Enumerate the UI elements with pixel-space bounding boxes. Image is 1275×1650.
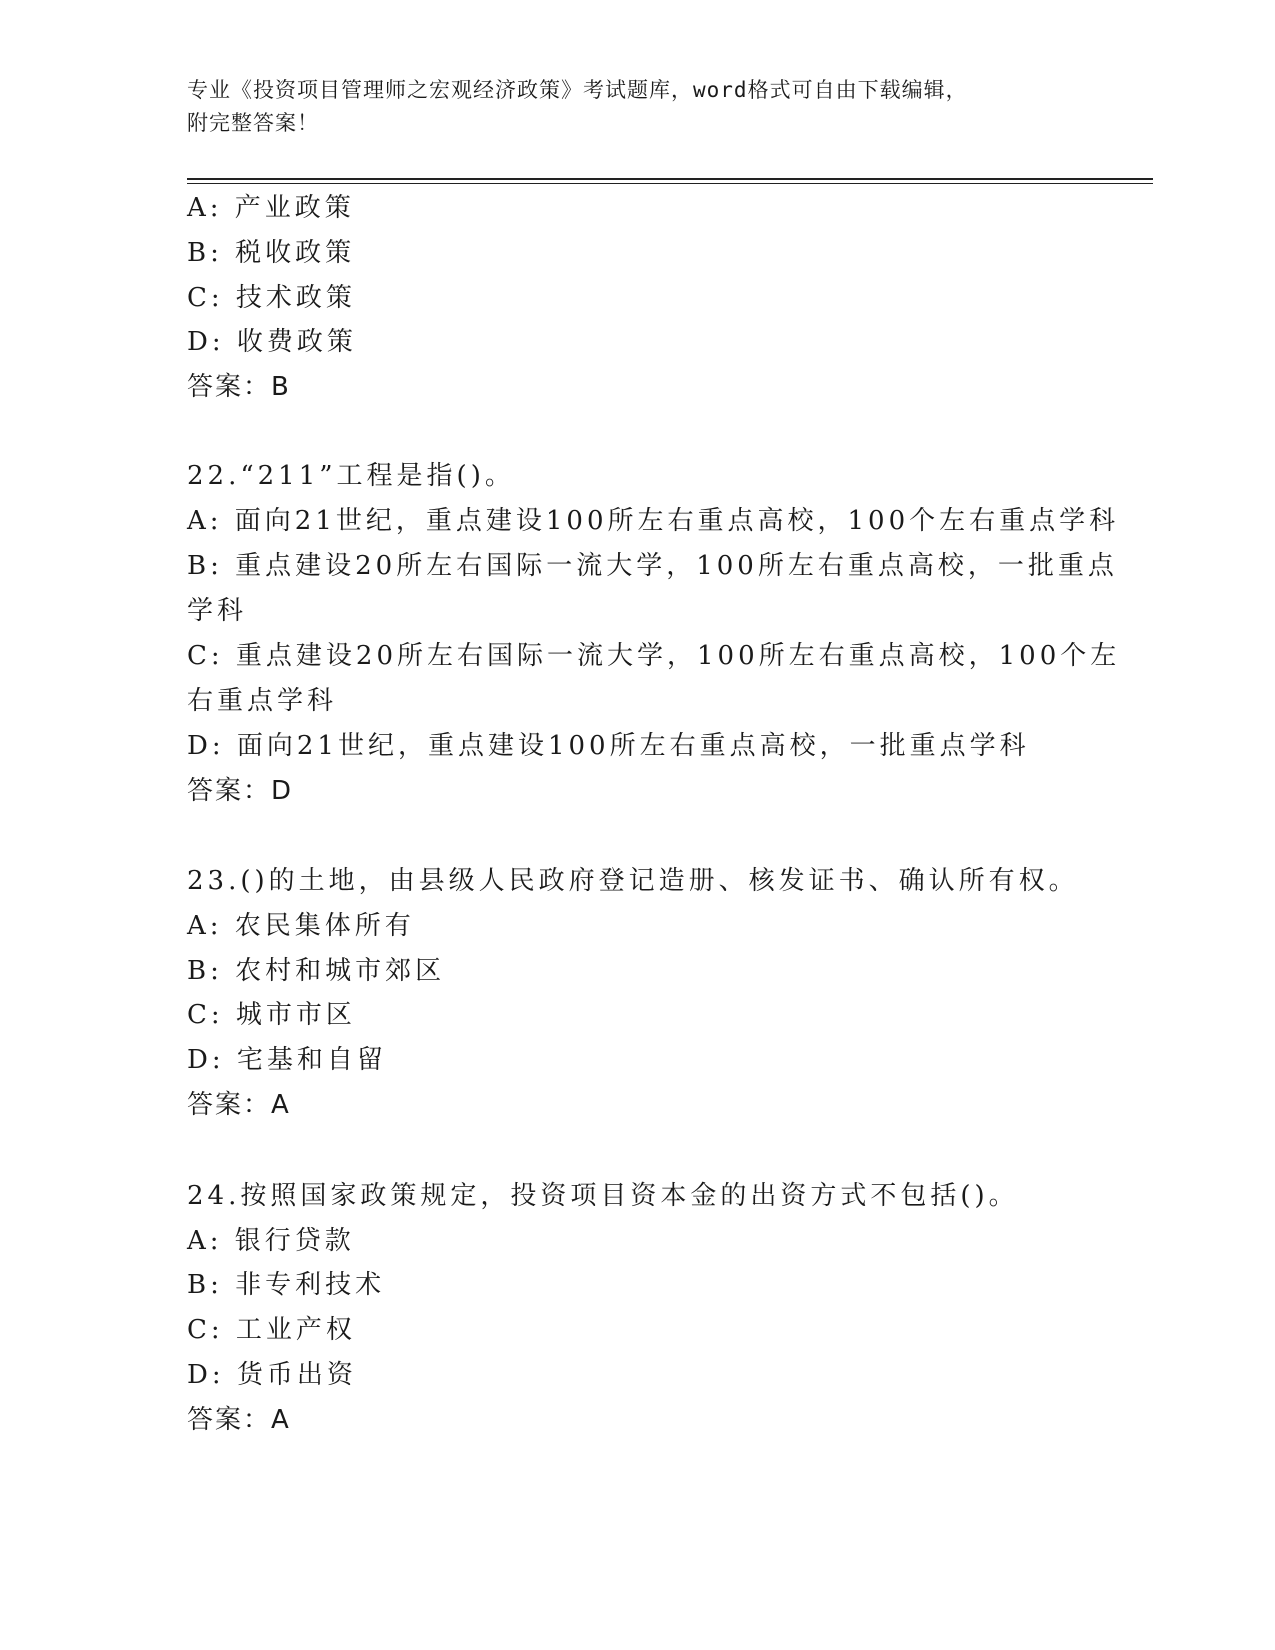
- q24-option-b: B: 非专利技术: [187, 1270, 386, 1300]
- q22-option-c-line2: 右重点学科: [187, 686, 338, 716]
- q24-option-c: C: 工业产权: [187, 1315, 356, 1345]
- q23-option-d: D: 宅基和自留: [187, 1045, 387, 1075]
- q23-option-b: B: 农村和城市郊区: [187, 956, 446, 986]
- header-divider-thick: [187, 178, 1153, 180]
- q22-option-a: A: 面向21世纪，重点建设100所左右重点高校，100个左右重点学科: [187, 506, 1120, 536]
- header-line-2: 附完整答案！: [187, 111, 319, 135]
- q23-option-a: A: 农民集体所有: [187, 911, 415, 941]
- q24-answer: 答案：A: [187, 1405, 291, 1435]
- q24-question: 24.按照国家政策规定，投资项目资本金的出资方式不包括()。: [187, 1181, 1019, 1211]
- q22-option-b-line1: B: 重点建设20所左右国际一流大学，100所左右重点高校，一批重点: [187, 551, 1118, 581]
- document-header: [187, 74, 1087, 140]
- q24-option-d: D: 货币出资: [187, 1360, 357, 1390]
- q22-option-c-line1: C: 重点建设20所左右国际一流大学，100所左右重点高校，100个左: [187, 641, 1121, 671]
- q21-option-b: B: 税收政策: [187, 238, 356, 268]
- header-divider-thin: [187, 183, 1153, 184]
- q23-answer: 答案：A: [187, 1090, 291, 1120]
- q22-question: 22.“211”工程是指()。: [187, 461, 515, 491]
- q22-option-d: D: 面向21世纪，重点建设100所左右重点高校，一批重点学科: [187, 731, 1030, 761]
- q22-answer: 答案：D: [187, 776, 294, 806]
- q24-option-a: A: 银行贷款: [187, 1226, 355, 1256]
- q21-option-a: A: 产业政策: [187, 193, 355, 223]
- q23-question: 23.()的土地，由县级人民政府登记造册、核发证书、确认所有权。: [187, 866, 1079, 896]
- q23-option-c: C: 城市市区: [187, 1000, 356, 1030]
- q22-option-b-line2: 学科: [187, 596, 248, 626]
- q21-answer: 答案：B: [187, 372, 291, 402]
- q21-option-c: C: 技术政策: [187, 283, 356, 313]
- header-line-1: 专业《投资项目管理师之宏观经济政策》考试题库，word格式可自由下载编辑，: [187, 78, 968, 102]
- q21-option-d: D: 收费政策: [187, 327, 357, 357]
